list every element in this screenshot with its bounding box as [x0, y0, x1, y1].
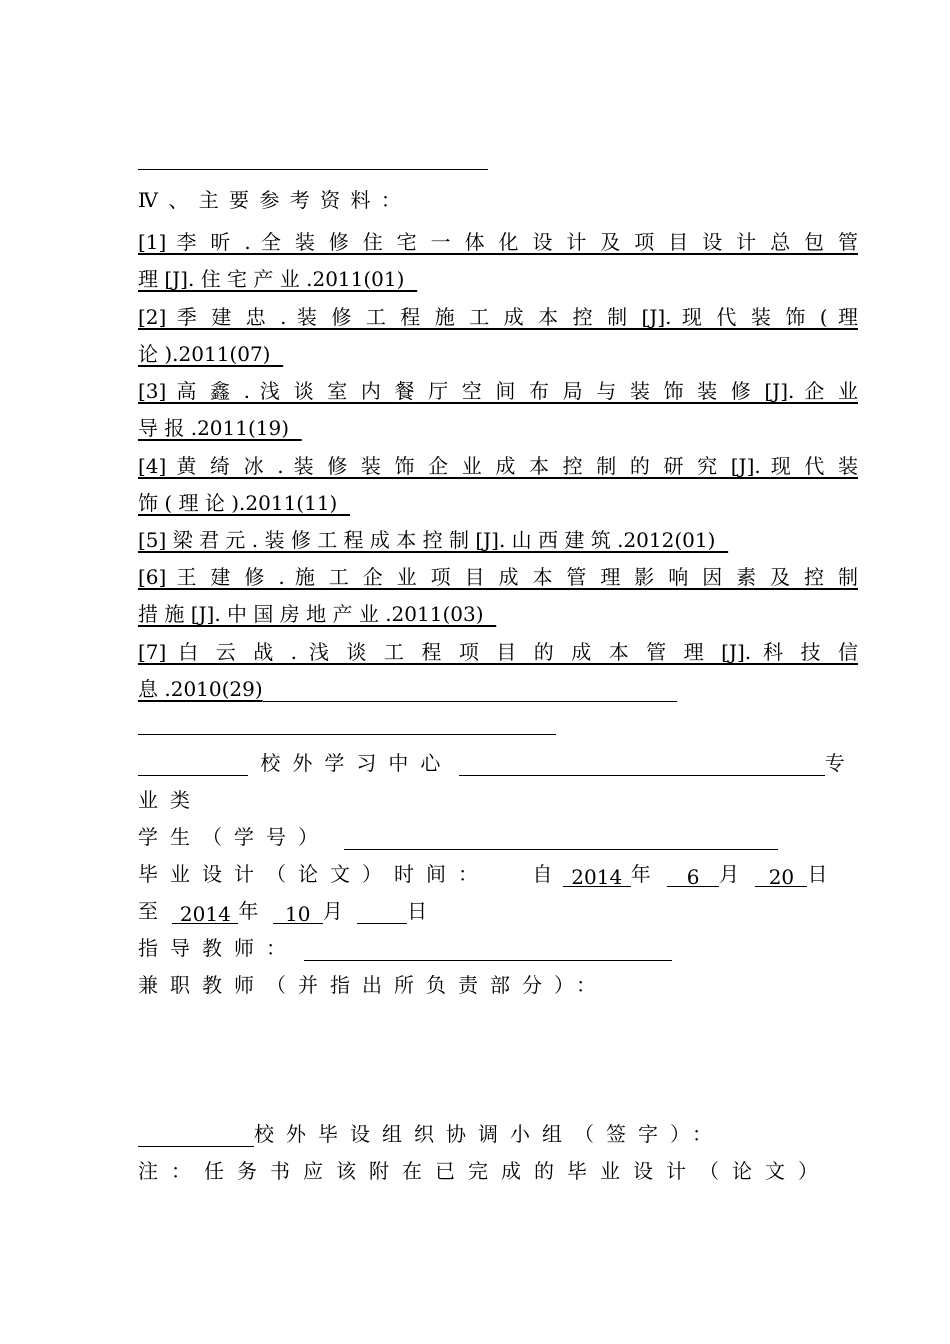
reference-3-line-2-row [138, 415, 858, 441]
reference-7-trailing-blank [263, 679, 677, 702]
reference-1-line-2-row [138, 266, 858, 292]
reference-6-line-2: 措 施 [J]. 中 国 房 地 产 业 .2011(03) [138, 602, 484, 626]
coordination-group-label: 校外毕设组织协调小组（签字）： [254, 1122, 724, 1146]
reference-4-line-2-row [138, 490, 858, 516]
from-year[interactable]: 2014 [563, 864, 631, 887]
reference-4-line-2: 饰 ( 理 论 ).2011(11) [138, 491, 338, 515]
major-suffix-continued: 业类 [138, 788, 202, 812]
reference-3-line-1: [3] 高 鑫 . 浅 谈 室 内 餐 厅 空 间 布 局 与 装 饰 装 修 [J]. 企 业 [138, 379, 858, 403]
major-blank[interactable] [459, 753, 825, 776]
student-label: 学生（学号） [138, 825, 330, 849]
to-year[interactable]: 2014 [172, 901, 238, 924]
reference-7-line-1: [7] 白 云 战 . 浅 谈 工 程 项 目 的 成 本 管 理 [J]. 科 技 信 [138, 640, 858, 664]
reference-1-line-2: 理 [J]. 住 宅 产 业 .2011(01) [138, 267, 405, 291]
reference-2-line-2: 论 ).2011(07) [138, 342, 271, 366]
advisor-blank[interactable] [304, 938, 672, 961]
top-divider [138, 169, 488, 170]
parttime-teacher-label: 兼职教师（并指出所负责部分）： [138, 973, 608, 997]
references-end-divider [138, 734, 556, 735]
student-row [138, 824, 858, 850]
study-center-row [138, 750, 858, 776]
from-day-unit: 日 [807, 862, 828, 886]
coordination-group-row [138, 1121, 858, 1147]
student-blank[interactable] [344, 827, 778, 850]
to-year-unit: 年 [238, 899, 259, 923]
advisor-label: 指导教师： [138, 936, 298, 960]
reference-4-line-1: [4] 黄 绮 冰 . 装 修 装 饰 企 业 成 本 控 制 的 研 究 [J]. 现 代 装 [138, 454, 858, 478]
to-month[interactable]: 10 [273, 901, 323, 924]
to-month-unit: 月 [322, 899, 343, 923]
note-text: 注：任务书应该附在已完成的毕业设计（论文） [138, 1159, 831, 1183]
reference-7-line-2-row [138, 676, 858, 702]
study-center-label: 校外学习中心 [260, 751, 453, 775]
to-row [138, 898, 858, 924]
to-day-unit: 日 [407, 899, 428, 923]
reference-2-line-1: [2] 季 建 忠 . 装 修 工 程 施 工 成 本 控 制 [J]. 现 代 装 饰 ( 理 [138, 305, 858, 329]
reference-5-line-1: [5] 梁 君 元 . 装 修 工 程 成 本 控 制 [J]. 山 西 建 筑 .2012(01) [138, 528, 716, 552]
reference-6-line-2-row [138, 601, 858, 627]
period-row [138, 861, 858, 887]
from-label: 自 [532, 862, 553, 886]
reference-5-row [138, 527, 858, 553]
coordination-group-blank[interactable] [138, 1124, 254, 1147]
reference-6-line-1: [6] 王 建 修 . 施 工 企 业 项 目 成 本 管 理 影 响 因 素 及 控 制 [138, 565, 858, 589]
reference-1-line-1: [1] 李 昕 . 全 装 修 住 宅 一 体 化 设 计 及 项 目 设 计 总 包 管 [138, 230, 858, 254]
reference-2-line-2-row [138, 341, 858, 367]
to-day[interactable] [357, 901, 407, 924]
from-year-unit: 年 [630, 862, 651, 886]
reference-7-line-2: 息 .2010(29) [138, 677, 263, 701]
from-day[interactable]: 20 [755, 864, 807, 887]
to-label: 至 [138, 899, 158, 923]
section-title: Ⅳ 、 主 要 参 考 资 料 ： [138, 188, 403, 212]
study-center-blank[interactable] [138, 753, 248, 776]
major-suffix: 专 [824, 751, 845, 775]
advisor-row [138, 935, 858, 961]
period-label: 毕业设计（论文）时间： [138, 862, 490, 886]
from-month-unit: 月 [719, 862, 740, 886]
from-month[interactable]: 6 [667, 864, 719, 887]
reference-3-line-2: 导 报 .2011(19) [138, 416, 290, 440]
